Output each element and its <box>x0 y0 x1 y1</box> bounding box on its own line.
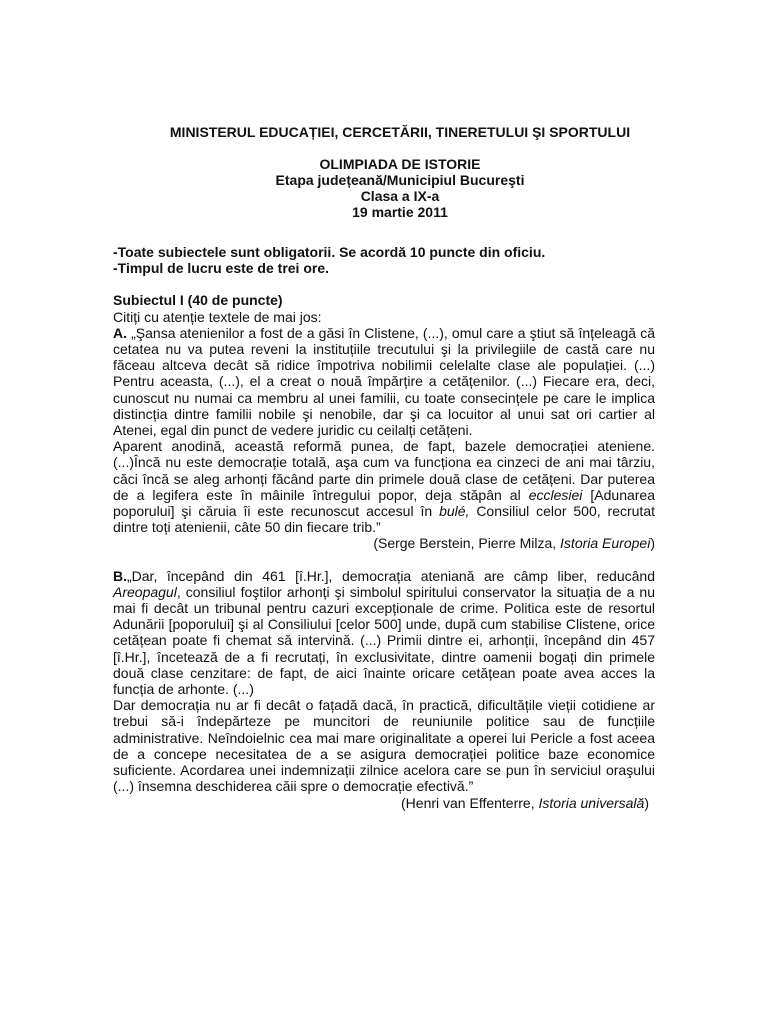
text-b-p1-b: , consiliul foştilor arhonți şi simbolul spiritului conservator la situația de a nu mai fi decât un tribunal pentru cazuri excepționale de crime. Politica este de resortul Adunării [poporului] şi al Consiliului [celor 500] unde, după cum stabilise Clistene, orice cetățean poate fi chemat să intervină. (...) Primii dintre ei, arhonții, începând din 457 [î.Hr.], încetează de a fi recrutați, în exclusivitate, dintre oamenii bogați din primele două clase cenzitare: de fapt, de aici înainte oricare cetățean poate avea acces la funcția de arhonte. (...) <box>113 583 655 698</box>
document-body <box>113 244 655 811</box>
text-a-cite-authors: (Serge Berstein, Pierre Milza, <box>373 535 561 552</box>
ministry-title: MINISTERUL EDUCAȚIEI, CERCETĂRII, TINERETULUI ŞI SPORTULUI <box>169 124 631 140</box>
text-a-paragraph-1 <box>113 325 655 438</box>
boule-term: bulé, <box>439 503 470 520</box>
text-b-cite-book: Istoria universală <box>538 794 645 811</box>
text-b-cite-authors: (Henri van Effenterre, <box>401 794 539 811</box>
ecclesia-term: ecclesiei <box>528 486 583 503</box>
text-b-citation <box>113 795 655 811</box>
areopag-term: Areopagul <box>113 583 177 600</box>
text-a-cite-book: Istoria Europei <box>560 535 651 552</box>
text-b-p1-a: „Dar, începând din 461 [î.Hr.], democrația ateniană are câmp liber, reducând <box>127 567 655 584</box>
document-header <box>0 124 768 220</box>
text-a-p2-b: [Adunarea poporului] şi căruia îi este recunoscut accesul în <box>113 486 655 520</box>
text-b-label: B. <box>113 567 127 584</box>
text-a-p2-c: Consiliul celor 500, recrutat dintre toți atenienii, câte 50 din fiecare trib.” <box>113 503 656 536</box>
text-b-paragraph-1 <box>113 568 655 698</box>
text-b-cite-close: ) <box>644 794 649 811</box>
date-line: 19 martie 2011 <box>352 204 448 220</box>
text-a-p1: „Şansa atenienilor a fost de a găsi în Clistene, (...), omul care a ştiut să înțeleagă că cetatea nu va putea reveni la instituțiile trecutului şi la privilegiile de castă care nu făceau altceva decât să ridice împotriva nobilimii celelalte clase ale populației. (...) Pentru aceasta, (...), el a creat o nouă împărțire a cetățenilor. (...) Fiecare era, deci, cunoscut nu numai ca membru al unei familii, cu toate consecințele pe care le implica distincția dintre familii nobile şi nenobile, dar şi ca locuitor al unui sat ori cartier al Atenei, egal din punct de vedere juridic cu ceilalți cetățeni. <box>113 324 655 439</box>
rule-2: -Timpul de lucru este de trei ore. <box>113 260 330 277</box>
class-line: Clasa a IX-a <box>360 188 440 204</box>
text-b-paragraph-2: Dar democrația nu ar fi decât o fațadă dacă, în practică, dificultățile vieții cotidiene ar trebui să-i îndepărteze pe muncitori de reuniunile politice sau de funcțiile administrative. Neîndoielnic cea mai mare originalitate a operei lui Pericle a fost aceea de a concepe necesitatea de a se asigura democrației politice baze economice suficiente. Acordarea unei indemnizații zilnice acelora care se pun în serviciul oraşului (...) însemna deschiderea căii spre o democrație efectivă.” <box>113 697 655 795</box>
text-a-paragraph-2 <box>113 438 655 535</box>
olympiad-title: OLIMPIADA DE ISTORIE <box>319 156 481 172</box>
text-a-label: A. <box>113 324 127 341</box>
text-a-p2-a: Aparent anodină, această reformă punea, de fapt, bazele democrației ateniene. (...)Încă nu este democrație totală, aşa cum va funcționa ea cinzeci de ani mai târziu, căci încă se aleg arhonți făcând parte din primele două clase de cetățeni. Dar puterea de a legifera este în mâinile întregului popor, deja stăpân al <box>113 438 655 503</box>
subject-title: Subiectul I (40 de puncte) <box>113 292 283 309</box>
stage-line: Etapa județeană/Municipiul Bucureşti <box>275 172 525 188</box>
text-a-citation <box>113 535 655 551</box>
text-a-cite-close: ) <box>650 535 655 552</box>
instruction: Citiți cu atenție textele de mai jos: <box>113 308 322 325</box>
rule-1: -Toate subiectele sunt obligatorii. Se acordă 10 puncte din oficiu. <box>113 244 546 260</box>
